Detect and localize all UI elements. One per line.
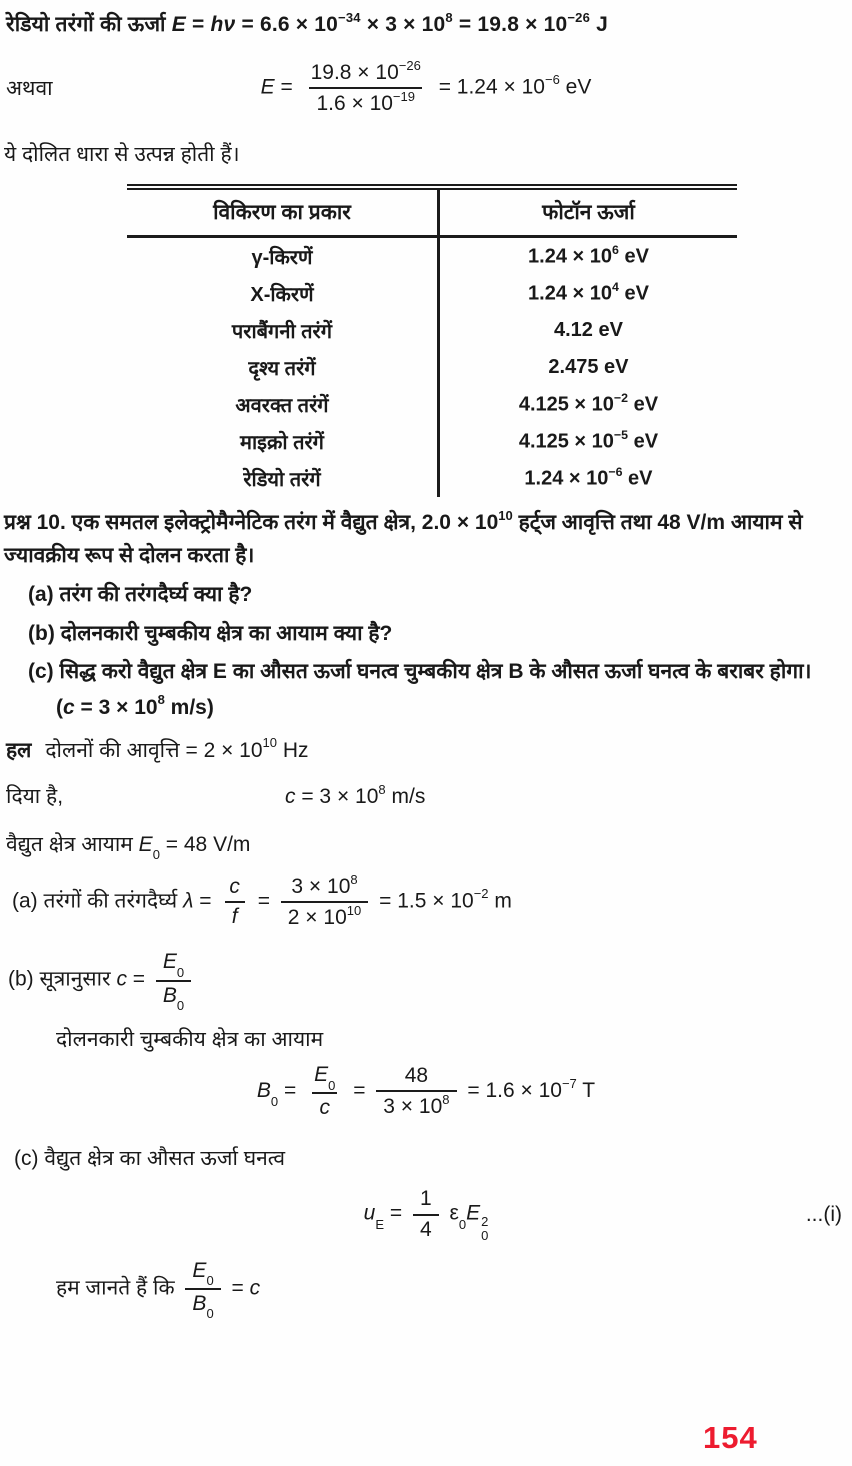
- solution-part-c-caption: (c) वैद्युत क्षेत्र का औसत ऊर्जा घनत्व: [14, 1147, 286, 1171]
- table-row: [127, 386, 737, 423]
- speed-of-light-equation: $c = 3 \times 10^8$ m/s: [285, 781, 426, 809]
- question-part-b: (b) दोलनकारी चुम्बकीय क्षेत्र का आयाम क्या है?: [28, 621, 393, 645]
- solution-frequency-line: [6, 736, 852, 766]
- electric-field-amplitude-line: वैद्युत क्षेत्र आयाम $E_0 = 48$ V/m: [6, 833, 251, 863]
- radio-wave-energy-line: रेडियो तरंगों की ऊर्जा $E = h\nu = 6.6 \times 10^{-34} \times 3 \times 10^8 = 19.8 \times 10^{-26}$ J: [6, 9, 608, 36]
- photon-energy-cell: $1.24 \times 10^6$ eV: [528, 242, 649, 268]
- radiation-energy-table: [127, 184, 737, 497]
- column-header-photon-energy: फोटॉन ऊर्जा: [438, 187, 737, 237]
- magnetic-amplitude-caption: दोलनकारी चुम्बकीय क्षेत्र का आयाम: [56, 1027, 324, 1051]
- question-part-a: (a) तरंग की तरंगदैर्घ्य क्या है?: [28, 583, 253, 607]
- table-header-row: [127, 187, 737, 237]
- solution-part-a-equation: (a) तरंगों की तरंगदैर्घ्य λ = $\frac{c}{f}$ = $\frac{3 \times 10^8}{2 \times 10^{10}}$ = $1.5 \times 10^{-2}$ m: [12, 871, 512, 930]
- magnetic-amplitude-equation: $B_0$ = $\frac{E_0}{c}$ = $\frac{48}{3 \times 10^8}$ = $1.6 \times 10^{-7}$ T: [256, 1063, 596, 1120]
- question-text: एक समतल इलेक्ट्रोमैग्नेटिक तरंग में वैद्युत क्षेत्र, $2.0 \times 10^{10}$ हर्ट्ज आवृत्ति तथा 48 V/m आयाम से ज्यावक्रीय रूप से दोलन करता है।: [4, 507, 803, 567]
- known-relation-line: हम जानते हैं कि $\frac{E_0}{B_0}$ = c: [56, 1258, 261, 1322]
- radiation-type-cell: पराबैंगनी तरंगें: [127, 312, 438, 349]
- or-label: अथवा: [6, 77, 53, 100]
- question-10: [4, 507, 848, 572]
- radiation-type-cell: X-किरणें: [127, 275, 438, 312]
- question-number-label: प्रश्न 10.: [4, 511, 66, 534]
- energy-density-equation-row: [0, 1185, 852, 1245]
- solution-label: हल: [6, 738, 32, 762]
- table-row: [127, 275, 737, 312]
- photon-energy-cell: $1.24 \times 10^{-6}$ eV: [524, 464, 653, 490]
- table-row: [127, 460, 737, 497]
- equation-number: ...(i): [805, 1202, 842, 1226]
- table-row: [127, 237, 737, 276]
- radiation-type-cell: माइक्रो तरंगें: [127, 423, 438, 460]
- radiation-type-cell: अवरक्त तरंगें: [127, 386, 438, 423]
- given-row: [0, 776, 852, 816]
- table-row: [127, 423, 737, 460]
- radiation-type-cell: रेडियो तरंगें: [127, 460, 438, 497]
- question-part-c: (c) सिद्ध करो वैद्युत क्षेत्र E का औसत ऊर्जा घनत्व चुम्बकीय क्षेत्र B के औसत ऊर्जा घनत्व के बराबर होगा।: [28, 660, 812, 684]
- photon-energy-cell: $1.24 \times 10^4$ eV: [528, 279, 649, 305]
- frequency-value: दोलनों की आवृत्ति = $2 \times 10^{10}$ Hz: [45, 735, 309, 762]
- photon-energy-cell: $4.125 \times 10^{-5}$ eV: [518, 427, 659, 453]
- photon-energy-cell: 4.12 eV: [553, 319, 623, 341]
- energy-density-equation: $u_E$ = $\frac{1}{4}$ $\varepsilon_0E$ 2 0: [363, 1187, 489, 1243]
- radiation-type-cell: दृश्य तरंगें: [127, 349, 438, 386]
- photon-energy-cell: 2.475 eV: [548, 356, 629, 378]
- table-row: [127, 349, 737, 386]
- photon-energy-cell: $4.125 \times 10^{-2}$ eV: [518, 390, 659, 416]
- page-number: 154: [703, 1420, 758, 1455]
- oscillating-current-note: ये दोलित धारा से उत्पन्न होती हैं।: [4, 143, 240, 166]
- radiation-type-cell: γ-किरणें: [127, 237, 438, 276]
- energy-ev-equation: E = $\frac{19.8 \times 10^{-26}}{1.6 \times 10^{-19}}$ = $1.24 \times 10^{-6}$ eV: [260, 57, 592, 115]
- given-label: दिया है,: [6, 785, 64, 809]
- solution-part-b-formula: (b) सूत्रानुसार c = $\frac{E_0}{B_0}$: [8, 950, 852, 1010]
- table-row: [127, 312, 737, 349]
- speed-of-light-note: ($c = 3 \times 10^8$ m/s): [56, 692, 214, 719]
- column-header-radiation-type: विकिरण का प्रकार: [127, 187, 438, 237]
- energy-ev-equation-row: [0, 52, 852, 124]
